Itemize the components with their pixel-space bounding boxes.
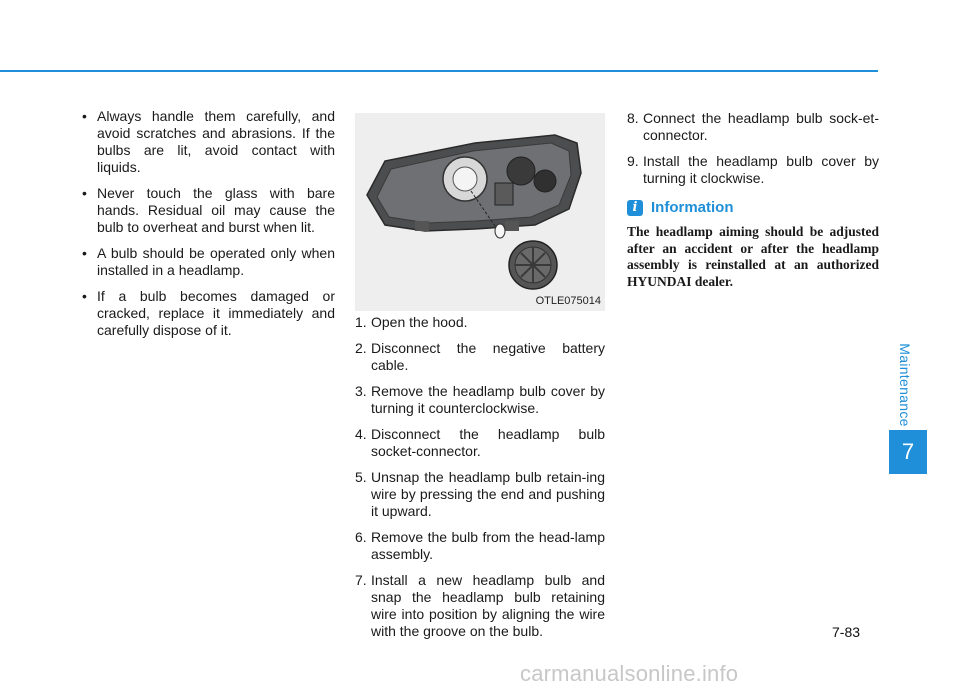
page-number: 7-83 bbox=[832, 624, 861, 640]
list-item: 1. Open the hood. bbox=[355, 314, 468, 330]
information-header bbox=[627, 199, 879, 216]
list-item: 2. Disconnect the negative battery cable. bbox=[355, 340, 605, 373]
list-item: • Never touch the glass with bare hands. Residual oil may cause the bulb to overheat and burst when lit. bbox=[82, 185, 335, 235]
list-item: 8. Connect the headlamp bulb sock-et-connector. bbox=[627, 110, 879, 143]
headlamp-assembly-image bbox=[355, 113, 605, 311]
watermark: carmanualsonline.info bbox=[520, 661, 739, 686]
figure-caption: OTLE075014 bbox=[535, 295, 601, 307]
information-title: Information bbox=[651, 199, 734, 216]
list-item: • If a bulb becomes damaged or cracked, replace it immediately and carefully dispose of it. bbox=[82, 288, 335, 338]
information-body: The headlamp aiming should be adjusted after an accident or after the headlamp assembly is reinstalled at an authorized HYUNDAI dealer. bbox=[627, 224, 879, 289]
list-item: 7. Install a new headlamp bulb and snap the headlamp bulb retaining wire into position by aligning the wire with the groove on the bulb. bbox=[355, 572, 605, 639]
precautions-column bbox=[77, 108, 335, 348]
list-item: 9. Install the headlamp bulb cover by turning it clockwise. bbox=[627, 153, 879, 186]
steps-list-part1 bbox=[355, 314, 605, 640]
precautions-list bbox=[77, 108, 335, 339]
steps-list-part2 bbox=[627, 110, 879, 187]
info-icon: i bbox=[627, 200, 643, 216]
list-item: 3. Remove the headlamp bulb cover by turning it counterclockwise. bbox=[355, 383, 605, 416]
list-item: 4. Disconnect the headlamp bulb socket-connector. bbox=[355, 426, 605, 459]
list-item: • A bulb should be operated only when installed in a headlamp. bbox=[82, 245, 335, 278]
list-item: • Always handle them carefully, and avoid scratches and abrasions. If the bulbs are lit, avoid contact with liquids. bbox=[82, 108, 335, 175]
header-rule bbox=[0, 70, 878, 72]
chapter-tab: 7 bbox=[889, 430, 927, 474]
headlamp-illustration bbox=[355, 113, 605, 311]
steps-info-column bbox=[627, 110, 879, 290]
chapter-tab-label: Maintenance bbox=[897, 343, 913, 427]
list-item: 6. Remove the bulb from the head-lamp assembly. bbox=[355, 529, 605, 562]
list-item: 5. Unsnap the headlamp bulb retain-ing wire by pressing the end and pushing it upward. bbox=[355, 469, 605, 519]
steps-column bbox=[355, 314, 605, 649]
